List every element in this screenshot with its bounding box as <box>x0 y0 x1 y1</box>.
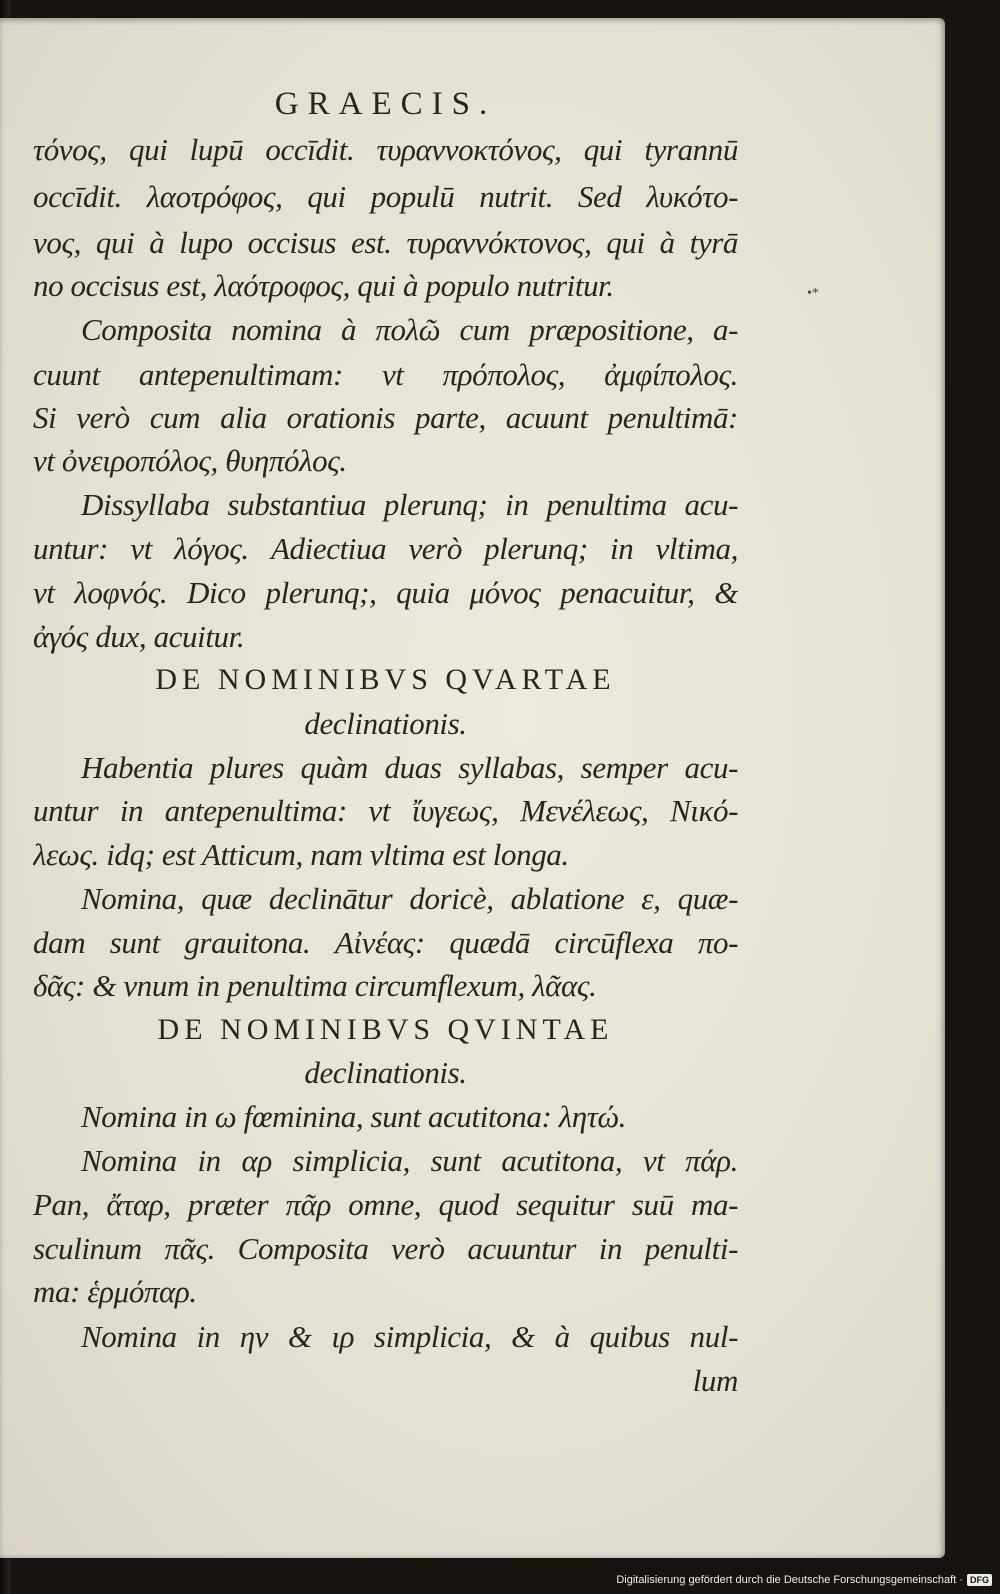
text-line: δᾶς: & vnum in penultima circumflexum, λᾶας. <box>33 968 597 1003</box>
text-line: Nomina in αρ simplicia, sunt acutitona, vt πάρ. <box>81 1143 738 1178</box>
text-line: cuunt antepenultimam: vt πρόπολος, ἀμφίπολος. <box>33 357 738 392</box>
text-line: no occisus est, λαότροφος, qui à populo nutritur. <box>33 268 614 303</box>
text-line: sculinum πᾶς. Composita verò acuuntur in penulti- <box>33 1231 738 1266</box>
text-line: lum <box>692 1363 738 1398</box>
text-line: λεως. idq; est Atticum, nam vltima est longa. <box>33 837 569 872</box>
footer-credit <box>616 1570 992 1590</box>
text-line: Nomina in ω fœminina, sunt acutitona: λητώ. <box>81 1099 627 1134</box>
text-line: Nomina in ην & ιρ simplicia, & à quibus nul- <box>81 1319 738 1354</box>
text-line: untur: vt λόγος. Adiectiua verò plerunq; in vltima, <box>33 531 738 566</box>
dfg-logo: DFG <box>967 1574 992 1586</box>
text-line: Dissyllaba substantiua plerunq; in penultima acu- <box>81 487 738 522</box>
text-line: vt ὀνειροπόλος, θυηπόλος. <box>33 443 347 478</box>
text-line: vt λοφνός. Dico plerunq;, quia μόνος penacuitur, & <box>33 575 738 610</box>
text-line: Nomina, quæ declinātur doricè, ablatione ε, quæ- <box>81 881 738 916</box>
text-line: Composita nomina à πολῶ cum præpositione, a- <box>81 312 738 347</box>
text-line: Habentia plures quàm duas syllabas, semper acu- <box>81 750 738 785</box>
margin-mark: •* <box>807 286 819 301</box>
text-line: dam sunt grauitona. Αἰνέας: quædā circūflexa πο- <box>33 925 738 960</box>
text-line: Si verò cum alia orationis parte, acuunt penultimā: <box>33 400 738 435</box>
text-line: occīdit. λαοτρόφος, qui populū nutrit. Sed λυκότο- <box>33 179 738 214</box>
book-page <box>0 18 945 1558</box>
text-line: νος, qui à lupo occisus est. τυραννόκτονος, qui à tyrā <box>33 225 738 260</box>
section-heading: DE NOMINIBVS QVARTAE <box>155 663 616 696</box>
text-line: ἀγός dux, acuitur. <box>33 619 245 654</box>
section-heading: DE NOMINIBVS QVINTAE <box>157 1013 614 1046</box>
running-head: GRAECIS. <box>274 86 497 122</box>
text-line: ma: ἑρμόπαρ. <box>33 1274 197 1309</box>
text-line: declinationis. <box>304 706 467 741</box>
text-line: declinationis. <box>304 1055 467 1090</box>
text-line: untur in antepenultima: vt ἴυγεως, Μενέλεως, Νικό- <box>33 793 738 828</box>
footer-label: Digitalisierung gefördert durch die Deutsche Forschungsgemeinschaft · <box>616 1574 963 1586</box>
text-line: τόνος, qui lupū occīdit. τυραννοκτόνος, qui tyrannū <box>33 132 738 167</box>
text-line: Pan, ἄταρ, præter πᾶρ omne, quod sequitur suū ma- <box>33 1187 738 1222</box>
